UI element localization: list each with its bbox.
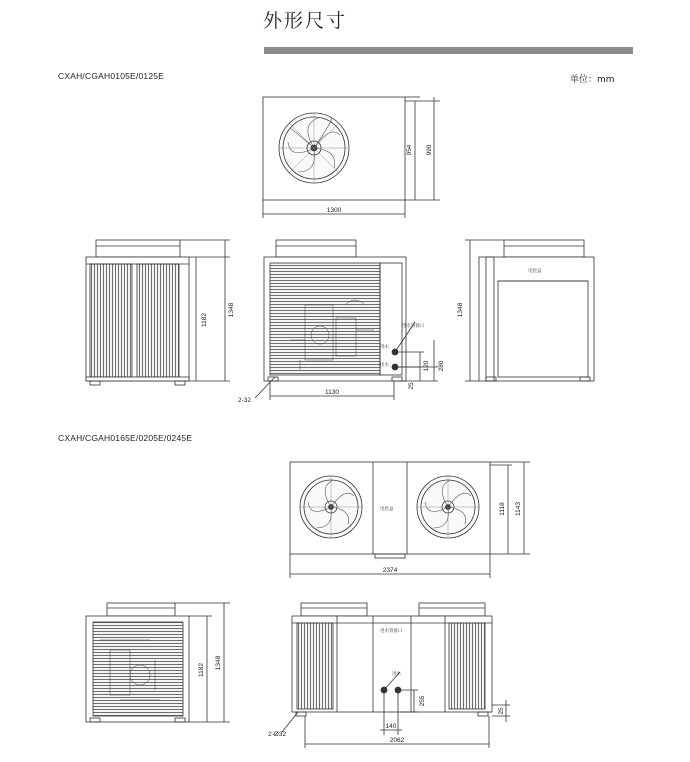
s2-side-height-inner: 1182 (198, 663, 205, 677)
model-label-2: CXAH/CGAH0165E/0205E/0245E (58, 433, 193, 443)
s1-pipe-tag2: 出水 (380, 363, 389, 368)
s1-pipe-low: 120 (423, 360, 430, 372)
s2-fan-right (417, 476, 479, 538)
s1-right-height: 1348 (457, 302, 464, 318)
s1-pipe-high: 280 (438, 360, 445, 372)
s2-top-width: 2374 (382, 567, 398, 574)
s1-left-height-outer: 1348 (228, 302, 235, 318)
s1-top-depth-outer: 990 (426, 144, 433, 156)
s1-control-box-label: 电控盒 (528, 269, 542, 274)
s2-top-depth-outer: 1143 (515, 502, 522, 516)
s2-valve-tag: 进水管接口 (380, 629, 403, 634)
s1-top-width: 1300 (326, 207, 342, 214)
s1-pipe-tag: 进水 (380, 345, 389, 350)
s2-top-depth-inner: 1118 (499, 502, 506, 516)
unit-label: 单位：mm (570, 75, 615, 85)
s1-small-dim: 25 (408, 382, 415, 390)
s1-front-view (255, 240, 438, 400)
model-label-1: CXAH/CGAH0105E/0125E (58, 71, 165, 81)
s1-top-depth-inner: 954 (406, 144, 413, 156)
s1-left-side-view (86, 240, 230, 385)
s2-small-dim: 25 (498, 707, 505, 715)
s2-side-height-outer: 1348 (215, 655, 222, 671)
s1-valve-tag: 进水管接口 (402, 324, 425, 329)
s2-pipe-tag: 进水 (392, 672, 401, 677)
s2-side-view (86, 603, 230, 722)
s2-pipe-spacing: 140 (385, 723, 397, 730)
s1-top-view (263, 97, 440, 218)
s2-top-view (290, 462, 530, 578)
s2-control-box-label: 电控盒 (380, 507, 394, 512)
s1-front-width: 1130 (325, 389, 339, 396)
s1-right-side-view (465, 240, 594, 381)
s2-pipe-height: 255 (419, 695, 426, 707)
s1-left-height-inner: 1182 (201, 313, 208, 327)
s2-front-width: 2062 (389, 737, 405, 744)
page-title: 外形尺寸 (263, 10, 348, 32)
s2-hole-label: 2-Ø32 (268, 731, 287, 738)
s1-hole-label: 2-32 (238, 397, 252, 404)
s2-fan-left (300, 476, 362, 538)
